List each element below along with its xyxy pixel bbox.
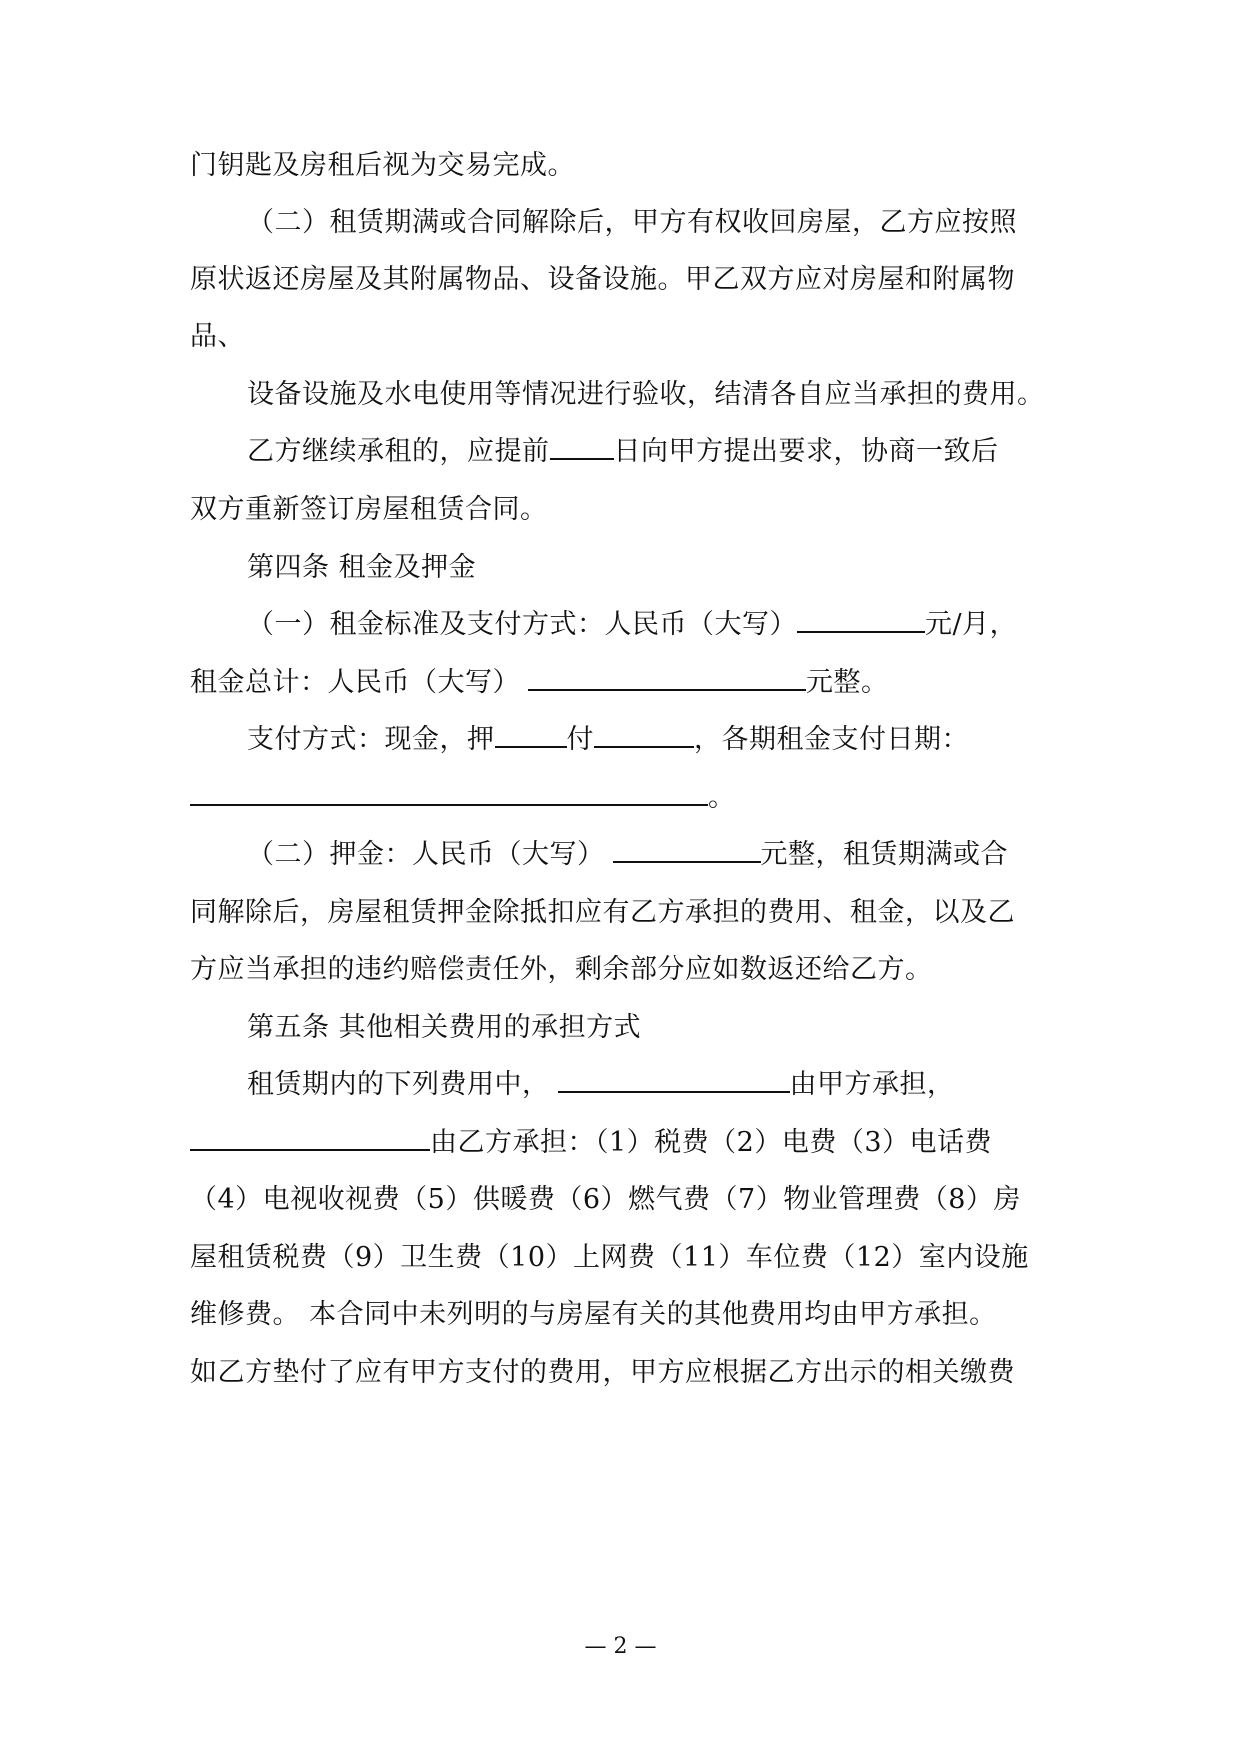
text: 屋租赁税费（9）卫生费（10）上网费（11）车位费（12）室内设施 xyxy=(190,1242,1029,1273)
text-line xyxy=(190,319,245,355)
fill-in-blank[interactable] xyxy=(550,434,614,460)
text: 日向甲方提出要求，协商一致后 xyxy=(613,436,999,467)
text: 同解除后，房屋租赁押金除抵扣应有乙方承担的费用、租金，以及乙 xyxy=(190,897,1015,928)
text-line xyxy=(190,148,575,184)
fill-in-blank[interactable] xyxy=(190,1125,430,1151)
text: 双方重新签订房屋租赁合同。 xyxy=(190,494,548,525)
text-line xyxy=(247,434,999,470)
text-line xyxy=(190,665,889,701)
text: 租金总计：人民币（大写） xyxy=(190,667,520,698)
text-line xyxy=(247,722,969,758)
text-line xyxy=(190,952,933,988)
text: 付 xyxy=(566,724,594,755)
text-line xyxy=(190,895,1015,931)
text-line xyxy=(190,262,1015,298)
text: （二）租赁期满或合同解除后，甲方有权收回房屋，乙方应按照 xyxy=(247,207,1017,238)
section-heading xyxy=(247,1010,641,1046)
text-line xyxy=(190,1182,1021,1218)
fill-in-blank[interactable] xyxy=(613,837,761,863)
fill-in-blank[interactable] xyxy=(495,722,567,748)
text: ，各期租金支付日期： xyxy=(694,724,969,755)
fill-in-blank[interactable] xyxy=(528,665,806,691)
text-line xyxy=(247,205,1017,241)
text: 。 xyxy=(708,782,736,813)
text-line xyxy=(247,377,1045,413)
fill-in-blank[interactable] xyxy=(190,780,708,806)
text-line xyxy=(190,1240,1029,1276)
text: 元整，租赁期满或合 xyxy=(760,839,1008,870)
text: 品、 xyxy=(190,321,245,352)
fill-in-blank[interactable] xyxy=(594,722,694,748)
text: 方应当承担的违约赔偿责任外，剩余部分应如数返还给乙方。 xyxy=(190,954,933,985)
text: 第五条 其他相关费用的承担方式 xyxy=(247,1012,642,1043)
text-line xyxy=(190,1297,997,1333)
text-line xyxy=(190,1125,992,1161)
text: （4）电视收视费（5）供暖费（6）燃气费（7）物业管理费（8）房 xyxy=(190,1184,1021,1215)
text: 维修费。 本合同中未列明的与房屋有关的其他费用均由甲方承担。 xyxy=(190,1299,997,1330)
section-heading xyxy=(247,550,476,586)
text: （二）押金：人民币（大写） xyxy=(247,839,605,870)
text: 由甲方承担， xyxy=(789,1069,955,1100)
text: 元整。 xyxy=(806,667,889,698)
text: 租赁期内的下列费用中， xyxy=(247,1069,550,1100)
text-line xyxy=(190,780,736,816)
text: 第四条 租金及押金 xyxy=(247,552,477,583)
text-line xyxy=(247,607,1017,643)
text-line xyxy=(190,492,548,528)
text: 门钥匙及房租后视为交易完成。 xyxy=(190,150,575,181)
fill-in-blank[interactable] xyxy=(797,607,925,633)
text-line xyxy=(247,1067,955,1103)
text: 由乙方承担：（1）税费（2）电费（3）电话费 xyxy=(430,1127,993,1158)
text-line xyxy=(247,837,1008,873)
text: 设备设施及水电使用等情况进行验收，结清各自应当承担的费用。 xyxy=(247,379,1045,410)
text-line xyxy=(190,1355,1015,1391)
fill-in-blank[interactable] xyxy=(558,1067,790,1093)
text: 如乙方垫付了应有甲方支付的费用，甲方应根据乙方出示的相关缴费 xyxy=(190,1357,1015,1388)
text: 原状返还房屋及其附属物品、设备设施。甲乙双方应对房屋和附属物 xyxy=(190,264,1015,295)
text: 元/月， xyxy=(925,609,1018,640)
text: 支付方式：现金，押 xyxy=(247,724,495,755)
text: 乙方继续承租的，应提前 xyxy=(247,436,550,467)
page-number: — 2 — xyxy=(584,1634,657,1659)
text: （一）租金标准及支付方式：人民币（大写） xyxy=(247,609,797,640)
